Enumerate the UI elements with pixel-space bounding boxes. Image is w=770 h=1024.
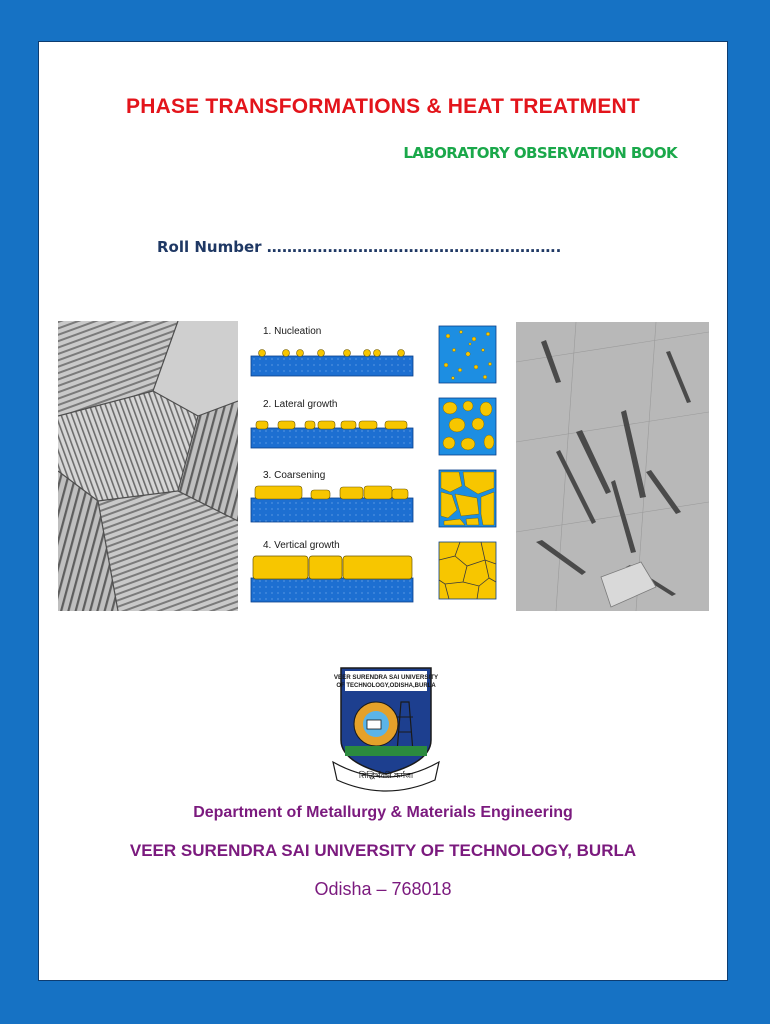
step2-side-view	[251, 421, 413, 448]
roll-number-field	[157, 238, 561, 256]
acicular-micrograph	[516, 322, 709, 611]
university-logo	[331, 662, 441, 792]
logo-motto: सिद्धिर्भवति कर्मजा	[358, 771, 414, 780]
step3-top-view	[439, 470, 496, 527]
step-label-vertical-growth: 4. Vertical growth	[263, 540, 340, 551]
step-label-coarsening: 3. Coarsening	[263, 470, 326, 481]
growth-steps-art	[245, 320, 505, 612]
step1-top-view	[439, 326, 496, 383]
book-subtitle: LABORATORY OBSERVATION BOOK	[403, 144, 677, 162]
university-location: Odisha – 768018	[314, 879, 452, 899]
step4-side-view	[251, 556, 413, 602]
thin-film-growth-diagram	[245, 320, 505, 612]
step4-top-view	[439, 542, 496, 599]
book-title: PHASE TRANSFORMATIONS & HEAT TREATMENT	[126, 95, 640, 118]
step3-side-view	[251, 486, 413, 522]
cover-page	[38, 41, 728, 981]
martensite-micrograph	[58, 321, 238, 611]
step-label-nucleation: 1. Nucleation	[263, 326, 322, 337]
university-name: VEER SURENDRA SAI UNIVERSITY OF TECHNOLOGY, BURLA	[129, 841, 637, 860]
step1-side-view	[251, 350, 413, 377]
step2-top-view	[439, 398, 496, 455]
department-name: Department of Metallurgy & Materials Engineering	[193, 804, 573, 821]
logo-text-line1: VEER SURENDRA SAI UNIVERSITY	[333, 674, 439, 681]
roll-number-label: Roll Number	[157, 238, 262, 256]
logo-text-line2: OF TECHNOLOGY,ODISHA,BURLA	[336, 683, 436, 689]
step-label-lateral-growth: 2. Lateral growth	[263, 399, 338, 410]
roll-number-blank: ………………………………………………….	[266, 238, 562, 256]
